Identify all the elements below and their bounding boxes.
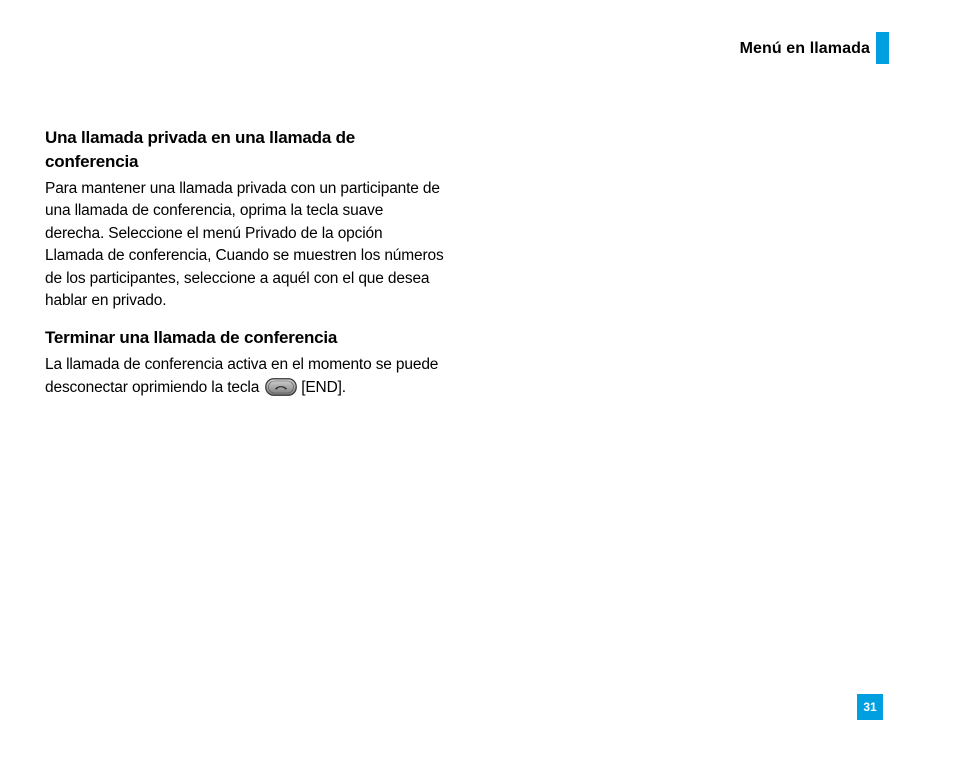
section-private-call xyxy=(45,126,445,312)
body-text-after-icon: [END]. xyxy=(301,378,346,396)
header-accent-bar xyxy=(876,32,889,64)
section-heading: Terminar una llamada de conferencia xyxy=(45,328,338,348)
body-text-before-icon: La llamada de conferencia activa en el momento se puede desconectar oprimiendo la tecla xyxy=(45,356,439,396)
section-body xyxy=(45,354,445,399)
header-title: Menú en llamada xyxy=(739,40,870,57)
section-end-conference xyxy=(45,326,445,399)
section-body: Para mantener una llamada privada con un participante de una llamada de conferencia, oprima la tecla suave derecha. Seleccione el menú Privado de la opción Llamada de conferencia, Cuando se muestren los números de los participantes, seleccione a aquél con el que desea hablar en privado. xyxy=(45,180,444,310)
page-number-badge: 31 xyxy=(857,694,883,720)
main-content xyxy=(45,126,445,399)
section-heading: Una llamada privada en una llamada de conferencia xyxy=(45,128,356,171)
end-call-key-icon xyxy=(265,378,297,396)
